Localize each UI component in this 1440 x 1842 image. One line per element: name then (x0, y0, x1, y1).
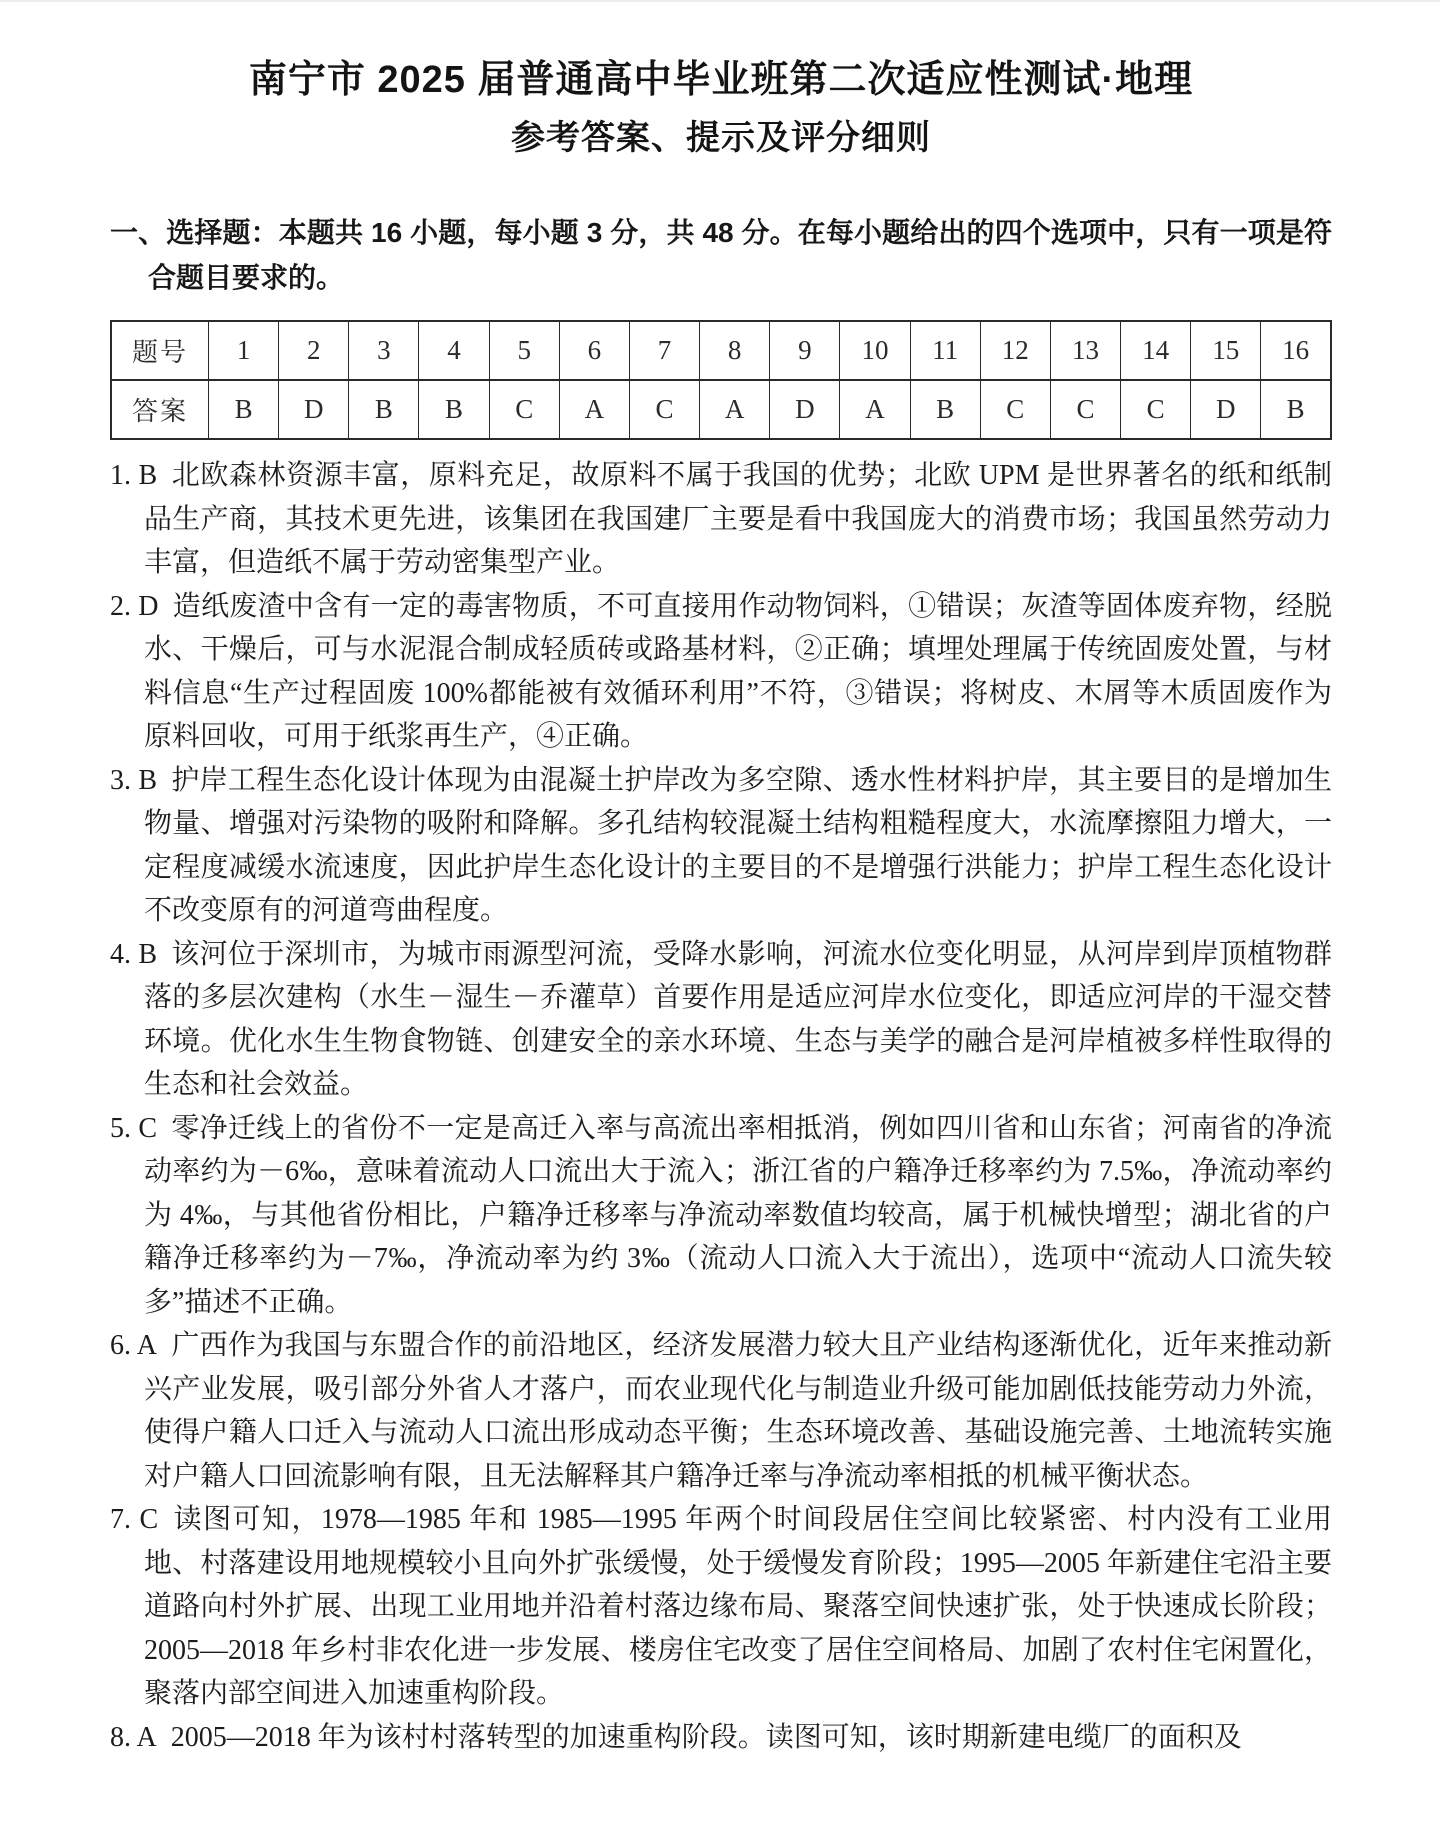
question-number-cell: 9 (770, 321, 840, 380)
question-label: 2. D (110, 590, 159, 622)
question-number-cell: 4 (419, 321, 489, 380)
explanation-text: 广西作为我国与东盟合作的前沿地区，经济发展潜力较大且产业结构逐渐优化，近年来推动新兴产业发展，吸引部分外省人才落户，而农业现代化与制造业升级可能加剧低技能劳动力外流，使得户籍人口迁入与流动人口流出形成动态平衡；生态环境改善、基础设施完善、土地流转实施对户籍人口回流影响有限，且无法解释其户籍净迁率与净流动率相抵的机械平衡状态。 (144, 1330, 1332, 1492)
question-number-cell: 3 (349, 321, 419, 380)
answer-cell: D (770, 380, 840, 439)
answer-cell: C (1050, 380, 1120, 439)
answer-cell: A (840, 380, 910, 439)
explanation-item-1 (110, 454, 1332, 585)
question-number-cell: 8 (700, 321, 770, 380)
answer-cell: C (1121, 380, 1191, 439)
answer-table-answer-row (111, 380, 1331, 439)
explanation-item-2 (110, 585, 1332, 759)
explanation-text: 护岸工程生态化设计体现为由混凝土护岸改为多空隙、透水性材料护岸，其主要目的是增加生物量、增强对污染物的吸附和降解。多孔结构较混凝土结构粗糙程度大，水流摩擦阻力增大，一定程度减缓水流速度，因此护岸生态化设计的主要目的不是增强行洪能力；护岸工程生态化设计不改变原有的河道弯曲程度。 (144, 764, 1332, 926)
explanation-text: 该河位于深圳市，为城市雨源型河流，受降水影响，河流水位变化明显，从河岸到岸顶植物群落的多层次建构（水生－湿生－乔灌草）首要作用是适应河岸水位变化，即适应河岸的干湿交替环境。优化水生生物食物链、创建安全的亲水环境、生态与美学的融合是河岸植被多样性取得的生态和社会效益。 (144, 938, 1332, 1100)
question-label: 4. B (110, 938, 157, 970)
question-number-cell: 12 (980, 321, 1050, 380)
question-number-cell: 5 (489, 321, 559, 380)
question-number-cell: 15 (1191, 321, 1261, 380)
answer-cell: B (1261, 380, 1331, 439)
answer-cell: B (209, 380, 279, 439)
answer-cell: A (700, 380, 770, 439)
explanation-item-4 (110, 933, 1332, 1107)
explanation-text: 北欧森林资源丰富，原料充足，故原料不属于我国的优势；北欧 UPM 是世界著名的纸和纸制品生产商，其技术更先进，该集团在我国建厂主要是看中我国庞大的消费市场；我国虽然劳动力丰富，但造纸不属于劳动密集型产业。 (144, 460, 1332, 578)
question-number-cell: 1 (209, 321, 279, 380)
question-number-cell: 14 (1121, 321, 1191, 380)
explanation-item-8 (110, 1716, 1332, 1760)
question-label: 7. C (110, 1504, 159, 1535)
answer-cell: C (629, 380, 699, 439)
row-label-answer: 答案 (111, 380, 209, 439)
question-number-cell: 16 (1261, 321, 1331, 380)
explanation-text: 造纸废渣中含有一定的毒害物质，不可直接用作动物饲料，①错误；灰渣等固体废弃物，经脱水、干燥后，可与水泥混合制成轻质砖或路基材料，②正确；填埋处理属于传统固废处置，与材料信息“生产过程固废 100%都能被有效循环利用”不符，③错误；将树皮、木屑等木质固废作为原料回收，可用于纸浆再生产，④正确。 (144, 590, 1332, 752)
page-title: 南宁市 2025 届普通高中毕业班第二次适应性测试·地理 (248, 59, 1194, 101)
answer-cell: D (1191, 380, 1261, 439)
explanation-text: 读图可知，1978—1985 年和 1985—1995 年两个时间段居住空间比较紧密、村内没有工业用地、村落建设用地规模较小且向外扩张缓慢，处于缓慢发育阶段；1995—2005 年新建住宅沿主要道路向村外扩展、出现工业用地并沿着村落边缘布局、聚落空间快速扩张，处于快速成长阶段；2005—2018 年乡村非农化进一步发展、楼房住宅改变了居住空间格局、加剧了农村住宅闲置化，聚落内部空间进入加速重构阶段。 (144, 1504, 1332, 1709)
answer-table-number-row (111, 321, 1331, 380)
explanation-text: 2005—2018 年为该村村落转型的加速重构阶段。读图可知，该时期新建电缆厂的面积及 (170, 1721, 1242, 1753)
answer-cell: A (559, 380, 629, 439)
exam-answer-key-page (0, 2, 1440, 1842)
answer-cell: B (419, 380, 489, 439)
explanation-item-6 (110, 1324, 1332, 1498)
question-number-cell: 11 (910, 321, 980, 380)
explanation-text: 零净迁线上的省份不一定是高迁入率与高流出率相抵消，例如四川省和山东省；河南省的净流动率约为－6‰，意味着流动人口流出大于流入；浙江省的户籍净迁移率约为 7.5‰，净流动率约为 4‰，与其他省份相比，户籍净迁移率与净流动率数值均较高，属于机械快增型；湖北省的户籍净迁移率约为－7‰，净流动率为约 3‰（流动人口流入大于流出），选项中“流动人口流失较多”描述不正确。 (144, 1112, 1332, 1318)
question-number-cell: 10 (840, 321, 910, 380)
explanation-item-7 (110, 1498, 1332, 1716)
question-label: 5. C (110, 1112, 157, 1144)
question-label: 8. A (110, 1721, 157, 1753)
answer-cell: C (489, 380, 559, 439)
question-number-cell: 6 (559, 321, 629, 380)
answer-cell: C (980, 380, 1050, 439)
explanation-list (110, 454, 1332, 1759)
question-number-cell: 7 (629, 321, 699, 380)
answer-cell: B (349, 380, 419, 439)
explanation-item-3 (110, 759, 1332, 933)
question-label: 3. B (110, 764, 157, 796)
answer-cell: B (910, 380, 980, 439)
question-number-cell: 2 (279, 321, 349, 380)
question-label: 1. B (110, 460, 158, 491)
answer-cell: D (279, 380, 349, 439)
answer-table (110, 320, 1332, 440)
explanation-item-5 (110, 1107, 1332, 1325)
question-label: 6. A (110, 1330, 157, 1361)
question-number-cell: 13 (1050, 321, 1120, 380)
page-subtitle: 参考答案、提示及评分细则 (511, 119, 931, 157)
section-1-heading: 一、选择题：本题共 16 小题，每小题 3 分，共 48 分。在每小题给出的四个选项中，只有一项是符合题目要求的。 (110, 217, 1332, 293)
row-label-question-number: 题号 (111, 321, 209, 380)
